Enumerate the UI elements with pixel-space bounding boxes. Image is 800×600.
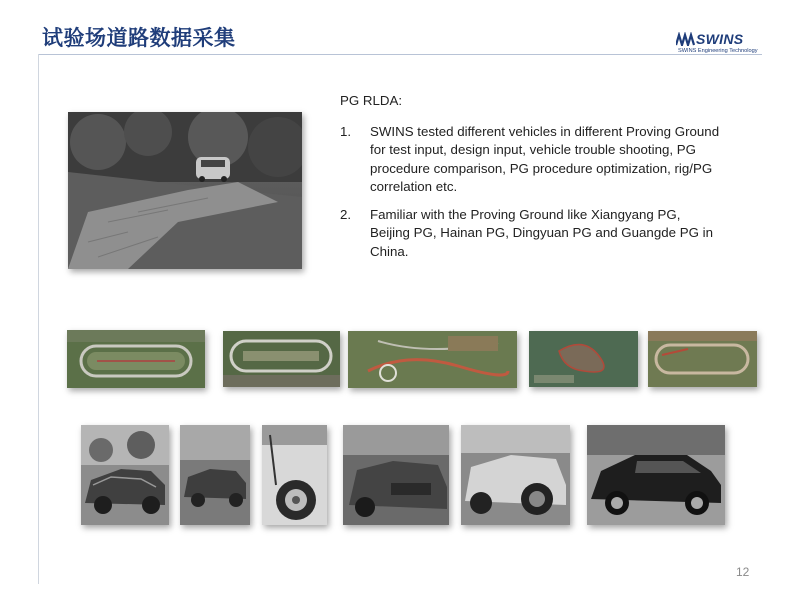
list-item [340, 206, 720, 262]
sedan-side-sensor [587, 425, 725, 525]
proving-ground-aerial-1 [67, 330, 205, 388]
list-item-text: Familiar with the Proving Ground like Xiangyang PG, Beijing PG, Hainan PG, Dingyuan PG and Guangde PG in China. [370, 206, 713, 259]
content-heading: PG RLDA: [340, 93, 403, 108]
list-item [340, 123, 720, 197]
swins-logo-icon [676, 32, 696, 46]
bus-wheel-sensor [262, 425, 327, 525]
content-text [340, 92, 720, 270]
instrumented-vehicle-1 [81, 425, 169, 525]
sedan-front [343, 425, 449, 525]
logo-subtitle: SWINS Engineering Technology [678, 48, 758, 54]
left-rule [38, 54, 39, 584]
proving-ground-aerial-4 [529, 331, 638, 387]
proving-ground-aerial-2 [223, 331, 340, 387]
title-rule [38, 54, 762, 55]
content-list [340, 123, 720, 262]
list-item-number: 2. [340, 206, 352, 222]
slide-title: 试验场道路数据采集 [42, 26, 236, 50]
proving-ground-aerial-5 [648, 331, 757, 387]
page-number: 12 [736, 565, 750, 579]
proving-ground-aerial-3 [348, 331, 517, 388]
vehicle-wheel-transducer [461, 425, 570, 525]
logo-name: SWINS [696, 31, 744, 47]
swins-logo [676, 30, 766, 58]
instrumented-vehicle-2 [180, 425, 250, 525]
cobblestone-road-car-photo [68, 112, 302, 269]
list-item-number: 1. [340, 123, 352, 139]
list-item-text: SWINS tested different vehicles in different Proving Ground for test input, design input, vehicle trouble shooting, PG procedure comparison, PG procedure optimization, rig/PG correlation etc. [370, 123, 720, 194]
